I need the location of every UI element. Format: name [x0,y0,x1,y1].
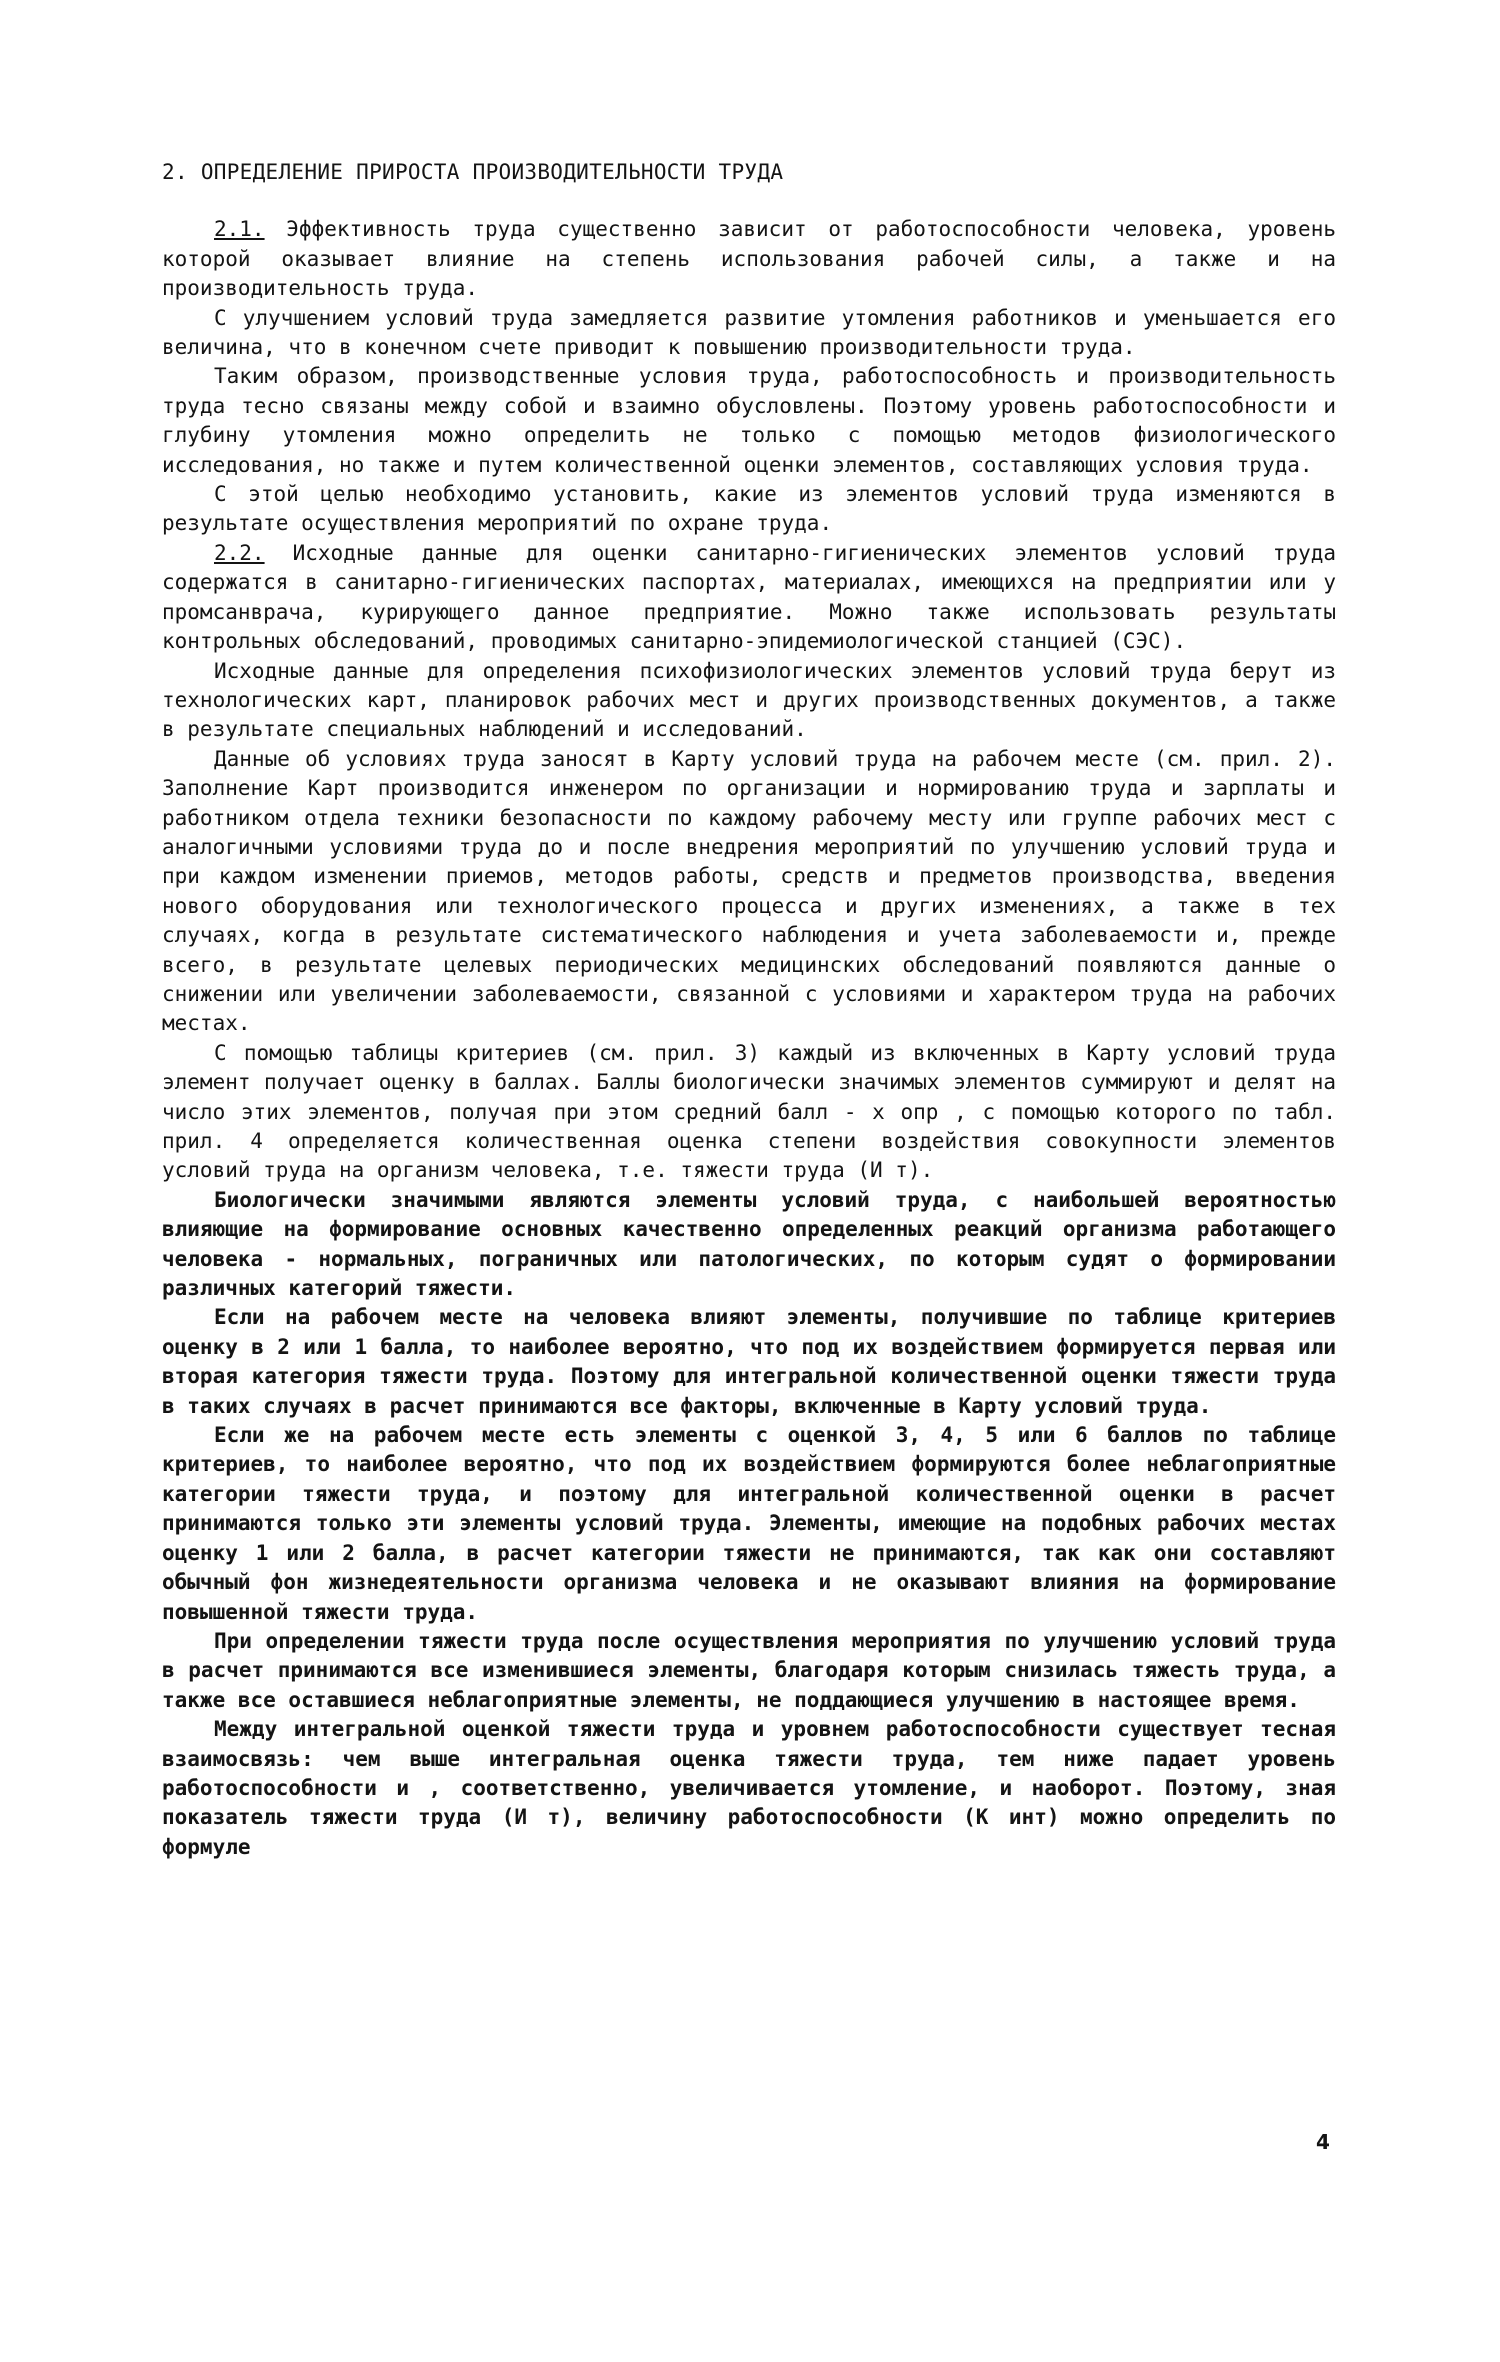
paragraph [162,215,1336,303]
paragraph-text: Если на рабочем месте на человека влияют элементы, получившие по таблице критериев оценку в 2 или 1 балла, то наиболее вероятно, что под их воздействием формируется первая или вторая категория тяжести труда. Поэтому для интегральной количественной оценки тяжести труда в таких случаях в расчет принимаются все факторы, включенные в Карту условий труда. [162,1305,1336,1418]
paragraph [162,1627,1336,1715]
paragraph [162,480,1336,539]
paragraph-text: С улучшением условий труда замедляется развитие утомления работников и уменьшается его величина, что в конечном счете приводит к повышению производительности труда. [162,305,1336,360]
page-content [162,158,1336,1862]
paragraph-text: Исходные данные для оценки санитарно-гигиенических элементов условий труда содержатся в санитарно-гигиенических паспортах, материалах, имеющихся на предприятии или у промсанврача, курирующего данное предприятие. Можно также использовать результаты контрольных обследований, проводимых санитарно-эпидемиологической станцией (СЭС). [162,540,1336,654]
paragraph [162,539,1336,657]
paragraph [162,1715,1336,1862]
paragraph [162,1186,1336,1304]
paragraph-text: С этой целью необходимо установить, какие из элементов условий труда изменяются в результате осуществления мероприятий по охране труда. [162,482,1336,536]
paragraph-text: Если же на рабочем месте есть элементы с оценкой 3, 4, 5 или 6 баллов по таблице критериев, то наиболее вероятно, что под их воздействием формируются более неблагоприятные категории тяжести труда, и поэтому для интегральной количественной оценки в расчет принимаются только эти элементы условий труда. Элементы, имеющие на подобных рабочих местах оценку 1 или 2 балла, в расчет категории тяжести не принимаются, так как они составляют обычный фон жизнедеятельности организма человека и не оказывают влияния на формирование повышенной тяжести труда. [162,1423,1336,1624]
paragraph-text: При определении тяжести труда после осуществления мероприятия по улучшению условий труда в расчет принимаются все изменившиеся элементы, благодаря которым снизилась тяжесть труда, а также все оставшиеся неблагоприятные элементы, не поддающиеся улучшению в настоящее время. [162,1628,1336,1712]
paragraph-text: Между интегральной оценкой тяжести труда и уровнем работоспособности существует тесная взаимосвязь: чем выше интегральная оценка тяжести труда, тем ниже падает уровень работоспособности и , соответственно, увеличивается утомление, и наоборот. Поэтому, зная показатель тяжести труда (И т), величину работоспособности (К инт) можно определить по формуле [162,1717,1336,1859]
paragraph [162,1303,1336,1421]
paragraph [162,745,1336,1039]
paragraph-text: Таким образом, производственные условия труда, работоспособность и производительность труда тесно связаны между собой и взаимно обусловлены. Поэтому уровень работоспособности и глубину утомления можно определить не только с помощью методов физиологического исследования, но также и путем количественной оценки элементов, составляющих условия труда. [162,364,1336,477]
paragraph [162,362,1336,480]
paragraph [162,1421,1336,1627]
paragraph [162,304,1336,363]
paragraph-text: Биологически значимыми являются элементы условий труда, с наибольшей вероятностью влияющие на формирование основных качественно определенных реакций организма работающего человека - нормальных, пограничных или патологических, по которым судят о формировании различных категорий тяжести. [162,1187,1336,1301]
paragraph [162,657,1336,745]
paragraph-text: Эффективность труда существенно зависит от работоспособности человека, уровень которой оказывает влияние на степень использования рабочей силы, а также и на производительность труда. [162,217,1336,301]
section-heading: 2. ОПРЕДЕЛЕНИЕ ПРИРОСТА ПРОИЗВОДИТЕЛЬНОСТИ ТРУДА [162,160,784,184]
paragraph-text: С помощью таблицы критериев (см. прил. 3) каждый из включенных в Карту условий труда элемент получает оценку в баллах. Баллы биологически значимых элементов суммируют и делят на число этих элементов, получая при этом средний балл - x опр , с помощью которого по табл. прил. 4 определяется количественная оценка степени воздействия совокупности элементов условий труда на организм человека, т.е. тяжести труда (И т). [162,1040,1336,1183]
clause-number: 2.1. [214,217,265,242]
paragraph-text: Исходные данные для определения психофизиологических элементов условий труда берут из технологических карт, планировок рабочих мест и других производственных документов, а также в результате специальных наблюдений и исследований. [162,658,1336,742]
page-number: 4 [1316,2130,1330,2154]
paragraph-text: Данные об условиях труда заносят в Карту условий труда на рабочем месте (см. прил. 2). Заполнение Карт производится инженером по организации и нормированию труда и зарплаты и работником отдела техники безопасности по каждому рабочему месту или группе рабочих мест с аналогичными условиями труда до и после внедрения мероприятий по улучшению условий труда и при каждом изменении приемов, методов работы, средств и предметов производства, введения нового оборудования или технологического процесса и других изменениях, а также в тех случаях, когда в результате систематического наблюдения и учета заболеваемости и, прежде всего, в результате целевых периодических медицинских обследований появляются данные о снижении или увеличении заболеваемости, связанной с условиями и характером труда на рабочих местах. [162,746,1336,1036]
clause-number: 2.2. [214,540,265,565]
paragraph [162,1039,1336,1186]
